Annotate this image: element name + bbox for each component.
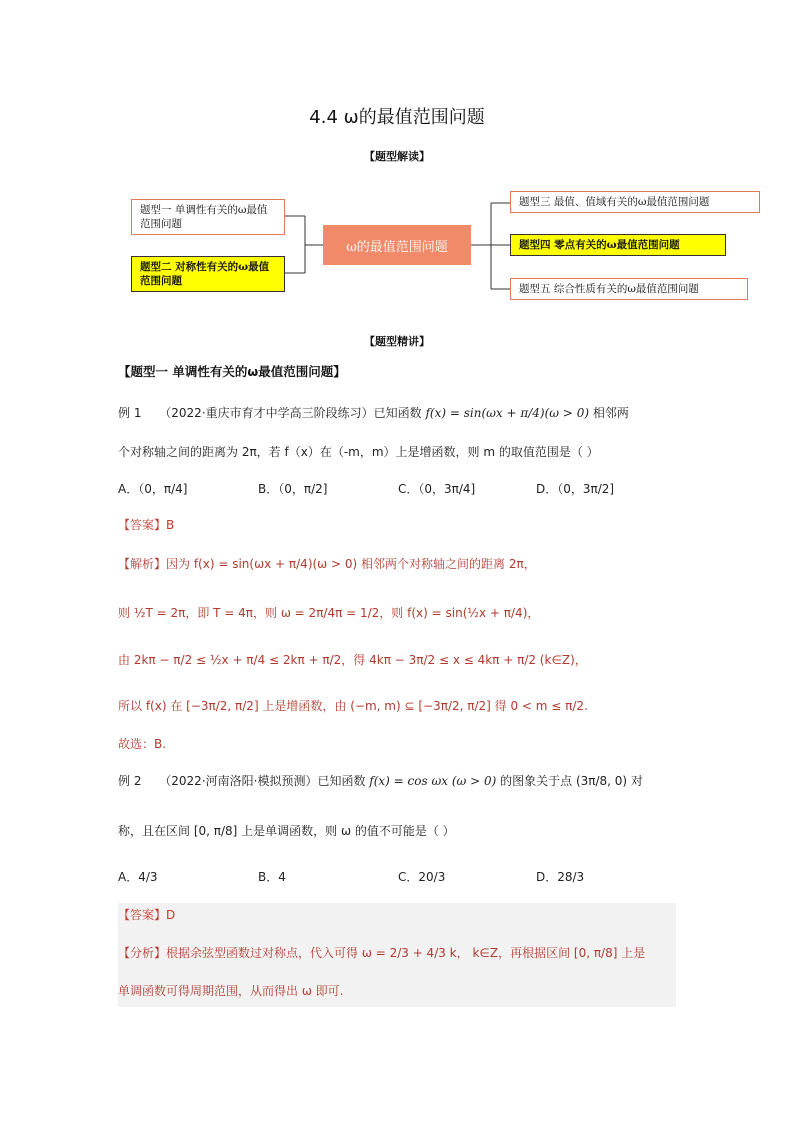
example-2-option-a: A．4/3: [118, 870, 158, 884]
example-1-answer: 【答案】B: [118, 518, 175, 532]
mindmap-connectors: [0, 0, 794, 320]
example-1-line-2: 个对称轴之间的距离为 2π，若 f（x）在（-m，m）上是增函数，则 m 的取值范围是（ ）: [118, 445, 599, 459]
mindmap-left-item-1: 题型一 单调性有关的ω最值范围问题: [131, 199, 285, 235]
example-1-option-c: C．（0，3π/4]: [398, 482, 476, 496]
example-2-source: （2022·河南洛阳·模拟预测）已知函数: [159, 774, 366, 788]
example-2-line-2: 称，且在区间 [0, π/8] 上是单调函数，则 ω 的值不可能是（ ）: [118, 824, 455, 838]
example-2-tail: 的图象关于点 (3π/8, 0) 对: [500, 774, 643, 788]
section-lecture-label: 【题型精讲】: [364, 335, 430, 348]
example-1-option-b: B．（0，π/2]: [258, 482, 328, 496]
example-1-option-a: A．（0，π/4]: [118, 482, 188, 496]
example-1-analysis-1: [118, 555, 536, 572]
analysis-text: 根据余弦型函数过对称点，代入可得 ω = 2/3 + 4/3 k， k∈Z，再根据区间 [0, π/8] 上是: [166, 946, 646, 960]
analysis-label: 【分析】: [118, 946, 167, 960]
example-1-source: （2022·重庆市育才中学高三阶段练习）已知函数: [159, 406, 422, 420]
example-1-analysis-2: 则 ½T = 2π，即 T = 4π，则 ω = 2π/4π = 1/2，则 f(x) = sin(½x + π/4)，: [118, 606, 540, 620]
example-2-analysis-2: 单调函数可得周期范围，从而得出 ω 即可.: [118, 984, 344, 998]
mindmap-right-item-3: 题型五 综合性质有关的ω最值范围问题: [510, 278, 748, 300]
example-2-label: 例 2: [118, 774, 142, 788]
example-2-line-1: [118, 772, 643, 789]
example-1-tail: 相邻两: [592, 406, 629, 420]
example-1-label: 例 1: [118, 406, 142, 420]
example-2-option-b: B．4: [258, 870, 286, 884]
mindmap-right-item-2: 题型四 零点有关的ω最值范围问题: [510, 234, 726, 256]
mindmap-right-item-1: 题型三 最值、值域有关的ω最值范围问题: [510, 191, 760, 213]
example-2-answer: 【答案】D: [118, 908, 176, 922]
page-title: 4.4 ω的最值范围问题: [309, 107, 485, 128]
example-2-function: f(x) = cos ωx (ω > 0): [369, 774, 497, 788]
mindmap-left-item-2: 题型二 对称性有关的ω最值范围问题: [131, 256, 285, 292]
example-1-line-1: [118, 404, 629, 421]
analysis-text: 因为 f(x) = sin(ωx + π/4)(ω > 0) 相邻两个对称轴之间的距离 2π，: [166, 557, 536, 571]
mindmap-center-topic: ω的最值范围问题: [323, 225, 471, 265]
example-1-function: f(x) = sin(ωx + π/4)(ω > 0): [425, 406, 590, 420]
example-1-conclusion: 故选：B.: [118, 737, 167, 751]
example-1-analysis-3: 由 2kπ − π/2 ≤ ½x + π/4 ≤ 2kπ + π/2，得 4kπ − 3π/2 ≤ x ≤ 4kπ + π/2 (k∈Z)，: [118, 653, 587, 667]
example-1-analysis-4: 所以 f(x) 在 [−3π/2, π/2] 上是增函数，由 (−m, m) ⊆ [−3π/2, π/2] 得 0 < m ≤ π/2.: [118, 699, 588, 713]
question-type-heading: 【题型一 单调性有关的ω最值范围问题】: [118, 364, 346, 379]
example-2-option-c: C．20/3: [398, 870, 446, 884]
example-1-option-d: D．（0，3π/2]: [536, 482, 615, 496]
example-2-option-d: D．28/3: [536, 870, 585, 884]
section-reading-label: 【题型解读】: [364, 150, 430, 163]
analysis-label: 【解析】: [118, 557, 167, 571]
example-2-analysis-1: [118, 944, 645, 961]
